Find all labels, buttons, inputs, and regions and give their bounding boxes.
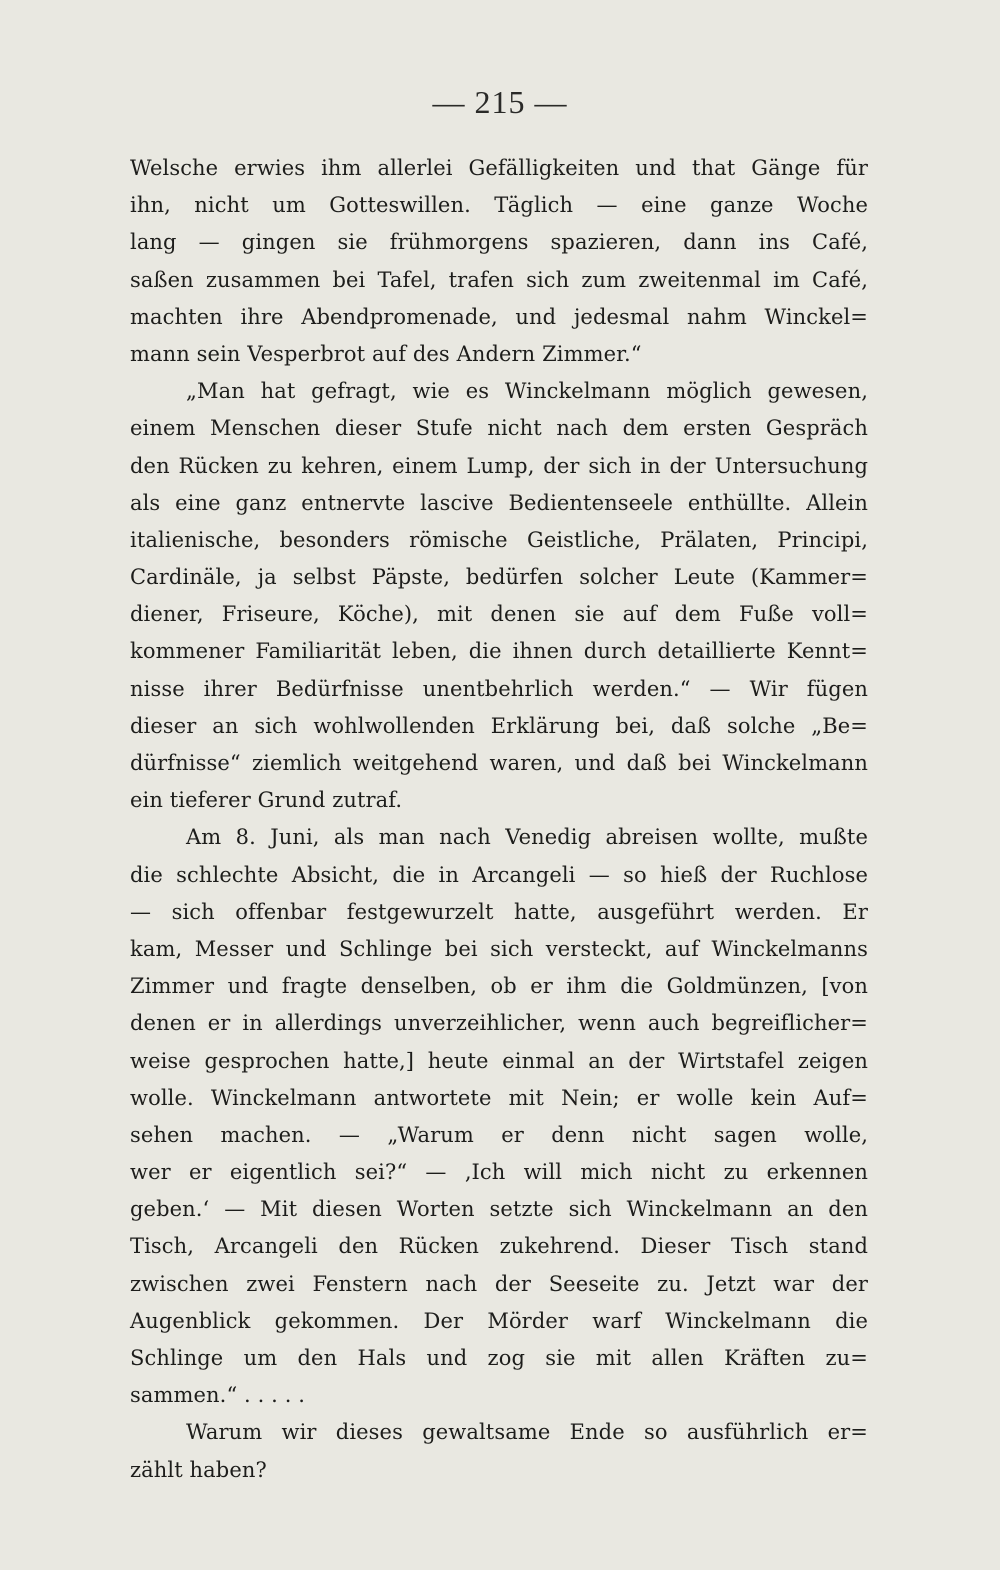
text-line: ihn, nicht um Gotteswillen. Täglich — eine ganze Woche <box>130 193 868 218</box>
text-line: lang — gingen sie frühmorgens spazieren, dann ins Café, <box>130 230 868 255</box>
text-line: Zimmer und fragte denselben, ob er ihm die Goldmünzen, [von <box>130 974 868 999</box>
text-line: Cardinäle, ja selbst Päpste, bedürfen solcher Leute (Kammer= <box>130 565 868 590</box>
text-line: kam, Messer und Schlinge bei sich versteckt, auf Winckelmanns <box>130 936 868 961</box>
text-line: Am 8. Juni, als man nach Venedig abreisen wollte, mußte <box>186 825 868 850</box>
text-line: als eine ganz entnervte lascive Bedientenseele enthüllte. Allein <box>130 490 868 515</box>
text-line: wer er eigentlich sei?“ — ‚Ich will mich nicht zu erkennen <box>130 1160 868 1185</box>
text-line: einem Menschen dieser Stufe nicht nach dem ersten Gespräch <box>130 416 868 441</box>
text-line: italienische, besonders römische Geistliche, Prälaten, Principi, <box>130 527 868 552</box>
text-line: kommener Familiarität leben, die ihnen durch detaillierte Kennt= <box>130 639 868 664</box>
text-line: die schlechte Absicht, die in Arcangeli — so hieß der Ruchlose <box>130 862 868 887</box>
text-line: ein tieferer Grund zutraf. <box>130 788 403 813</box>
text-line: Warum wir dieses gewaltsame Ende so ausführlich er= <box>186 1420 868 1445</box>
text-line: geben.‘ — Mit diesen Worten setzte sich Winckelmann an den <box>130 1197 868 1222</box>
text-line: zwischen zwei Fenstern nach der Seeseite zu. Jetzt war der <box>130 1271 868 1296</box>
text-line: weise gesprochen hatte,] heute einmal an der Wirtstafel zeigen <box>130 1048 868 1073</box>
text-line: wolle. Winckelmann antwortete mit Nein; er wolle kein Auf= <box>130 1085 868 1110</box>
text-line: sehen machen. — „Warum er denn nicht sagen wolle, <box>130 1122 868 1147</box>
text-line: zählt haben? <box>130 1457 267 1482</box>
text-line: — sich offenbar festgewurzelt hatte, ausgeführt werden. Er <box>130 899 868 924</box>
text-line: machten ihre Abendpromenade, und jedesmal nahm Winckel= <box>130 304 868 329</box>
text-line: Schlinge um den Hals und zog sie mit allen Kräften zu= <box>130 1346 868 1370</box>
text-line: denen er in allerdings unverzeihlicher, wenn auch begreiflicher= <box>130 1011 868 1036</box>
text-line: Tisch, Arcangeli den Rücken zukehrend. Dieser Tisch stand <box>130 1234 868 1259</box>
text-line: dürfnisse“ ziemlich weitgehend waren, und daß bei Winckelmann <box>130 751 868 775</box>
text-line: diener, Friseure, Köche), mit denen sie auf dem Fuße voll= <box>130 602 868 627</box>
page-number-header: — 215 — <box>432 84 568 120</box>
text-line: saßen zusammen bei Tafel, trafen sich zum zweitenmal im Café, <box>130 267 868 292</box>
text-line: mann sein Vesperbrot auf des Andern Zimmer.“ <box>130 341 642 366</box>
text-line: dieser an sich wohlwollenden Erklärung bei, daß solche „Be= <box>130 713 868 738</box>
text-line: nisse ihrer Bedürfnisse unentbehrlich werden.“ — Wir fügen <box>130 676 868 701</box>
text-line: sammen.“ . . . . . <box>130 1383 306 1408</box>
text-line: „Man hat gefragt, wie es Winckelmann möglich gewesen, <box>186 379 868 404</box>
body-text <box>130 150 868 1489</box>
text-line: Welsche erwies ihm allerlei Gefälligkeiten und that Gänge für <box>130 156 868 180</box>
text-line: Augenblick gekommen. Der Mörder warf Winckelmann die <box>130 1308 868 1333</box>
text-line: den Rücken zu kehren, einem Lump, der sich in der Untersuchung <box>130 453 868 478</box>
